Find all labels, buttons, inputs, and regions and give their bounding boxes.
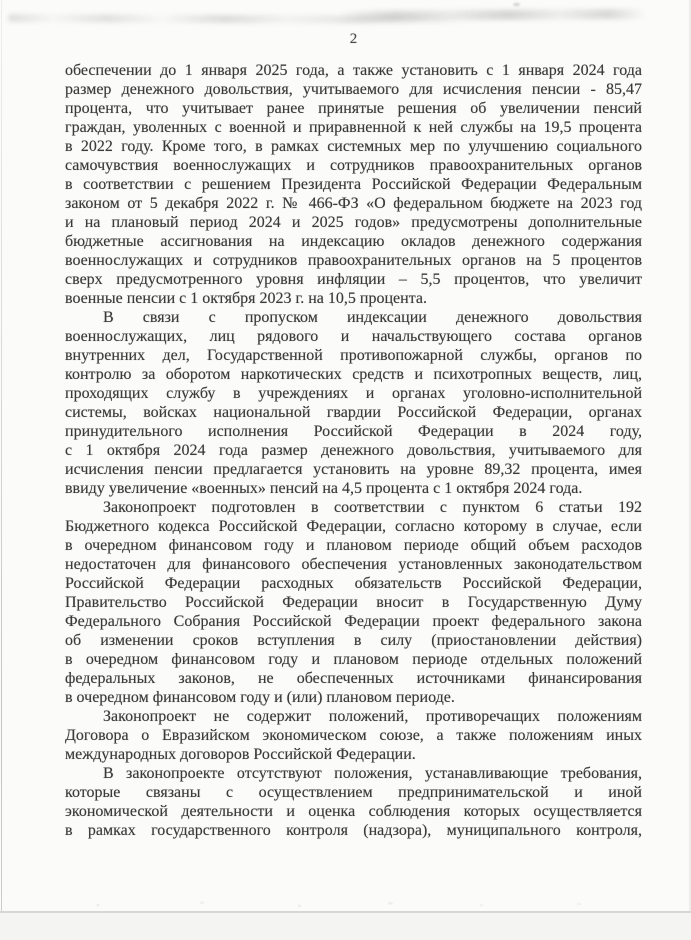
- text-line: в очередном финансовом году и плановом периоде отдельных положений: [65, 651, 642, 668]
- text-line: международных договоров Российской Федерации.: [65, 746, 416, 763]
- scanner-bed-area: [0, 913, 691, 940]
- text-line: и на плановый период 2024 и 2025 годов» предусмотрены дополнительные: [65, 214, 642, 231]
- text-line: об изменении сроков вступления в силу (приостановлении действия): [65, 632, 642, 649]
- text-line: в соответствии с решением Президента Российской Федерации Федеральным: [65, 176, 642, 193]
- text-line: в рамках государственного контроля (надзора), муниципального контроля,: [65, 822, 642, 839]
- text-line: законом от 5 декабря 2022 г. № 466-ФЗ «О федеральном бюджете на 2023 год: [65, 195, 642, 212]
- text-line: сверх предусмотренного уровня инфляции – 5,5 процентов, что увеличит: [65, 271, 642, 288]
- text-line: внутренних дел, Государственной противопожарной службы, органов по: [65, 347, 642, 364]
- text-line: контролю за оборотом наркотических средств и психотропных веществ, лиц,: [65, 366, 642, 383]
- text-line: Федерального Собрания Российской Федерации проект федерального закона: [65, 613, 642, 630]
- text-line: с 1 октября 2024 года размер денежного довольствия, учитываемого для: [65, 442, 642, 459]
- text-line: Законопроект не содержит положений, противоречащих положениям: [103, 708, 642, 725]
- document-body: [65, 61, 642, 840]
- scan-smudge-top-left: [8, 14, 458, 24]
- text-line: в очередном финансовом году и (или) плановом периоде.: [65, 689, 455, 706]
- scan-speck: [513, 3, 520, 6]
- text-line: обеспечении до 1 января 2025 года, а также установить с 1 января 2024 года: [65, 62, 642, 79]
- text-line: бюджетные ассигнования на индексацию окладов денежного содержания: [65, 233, 642, 250]
- text-line: в 2022 году. Кроме того, в рамках системных мер по улучшению социального: [65, 138, 642, 155]
- text-line: которые связаны с осуществлением предпринимательской и иной: [65, 784, 642, 801]
- scan-dust-strip: [20, 898, 670, 910]
- text-line: принудительного исполнения Российской Федерации в 2024 году,: [65, 423, 642, 440]
- text-line: исчисления пенсии предлагается установить на уровне 89,32 процента, имея: [65, 461, 642, 478]
- text-line: размер денежного довольствия, учитываемого для исчисления пенсии - 85,47: [65, 81, 642, 98]
- text-line: Договора о Евразийском экономическом союзе, а также положениям иных: [65, 727, 642, 744]
- text-line: в очередном финансовом году и плановом периоде общий объем расходов: [65, 537, 642, 554]
- page-number: 2: [349, 31, 358, 47]
- text-line: В связи с пропуском индексации денежного довольствия: [103, 309, 642, 326]
- text-line: Правительство Российской Федерации вносит в Государственную Думу: [65, 594, 642, 611]
- text-line: экономической деятельности и оценка соблюдения которых осуществляется: [65, 803, 642, 820]
- text-line: самочувствия военнослужащих и сотрудников правоохранительных органов: [65, 157, 642, 174]
- text-line: системы, войсках национальной гвардии Российской Федерации, органах: [65, 404, 642, 421]
- text-line: недостаточен для финансового обеспечения установленных законодательством: [65, 556, 642, 573]
- text-line: Бюджетного кодекса Российской Федерации, согласно которому в случае, если: [65, 518, 642, 535]
- text-line: проходящих службу в учреждениях и органах уголовно-исполнительной: [65, 385, 642, 402]
- text-line: военнослужащих, лиц рядового и начальствующего состава органов: [65, 328, 642, 345]
- text-line: Законопроект подготовлен в соответствии с пунктом 6 статьи 192: [103, 499, 642, 516]
- text-line: В законопроекте отсутствуют положения, устанавливающие требования,: [103, 765, 642, 782]
- text-line: федеральных законов, не обеспеченных источниками финансирования: [65, 670, 642, 687]
- text-line: военнослужащих и сотрудников правоохранительных органов на 5 процентов: [65, 252, 642, 269]
- text-line: граждан, уволенных с военной и приравненной к ней службы на 19,5 процента: [65, 119, 642, 136]
- scan-smudge-top-right: [340, 9, 645, 21]
- text-line: военные пенсии с 1 октября 2023 г. на 10,5 процента.: [65, 290, 427, 307]
- text-line: процента, что учитывает ранее принятые решения об увеличении пенсий: [65, 100, 642, 117]
- text-line: Российской Федерации расходных обязательств Российской Федерации,: [65, 575, 642, 592]
- scan-edge-left: [1, 0, 2, 913]
- text-line: ввиду увеличение «военных» пенсий на 4,5 процента с 1 октября 2024 года.: [65, 480, 583, 497]
